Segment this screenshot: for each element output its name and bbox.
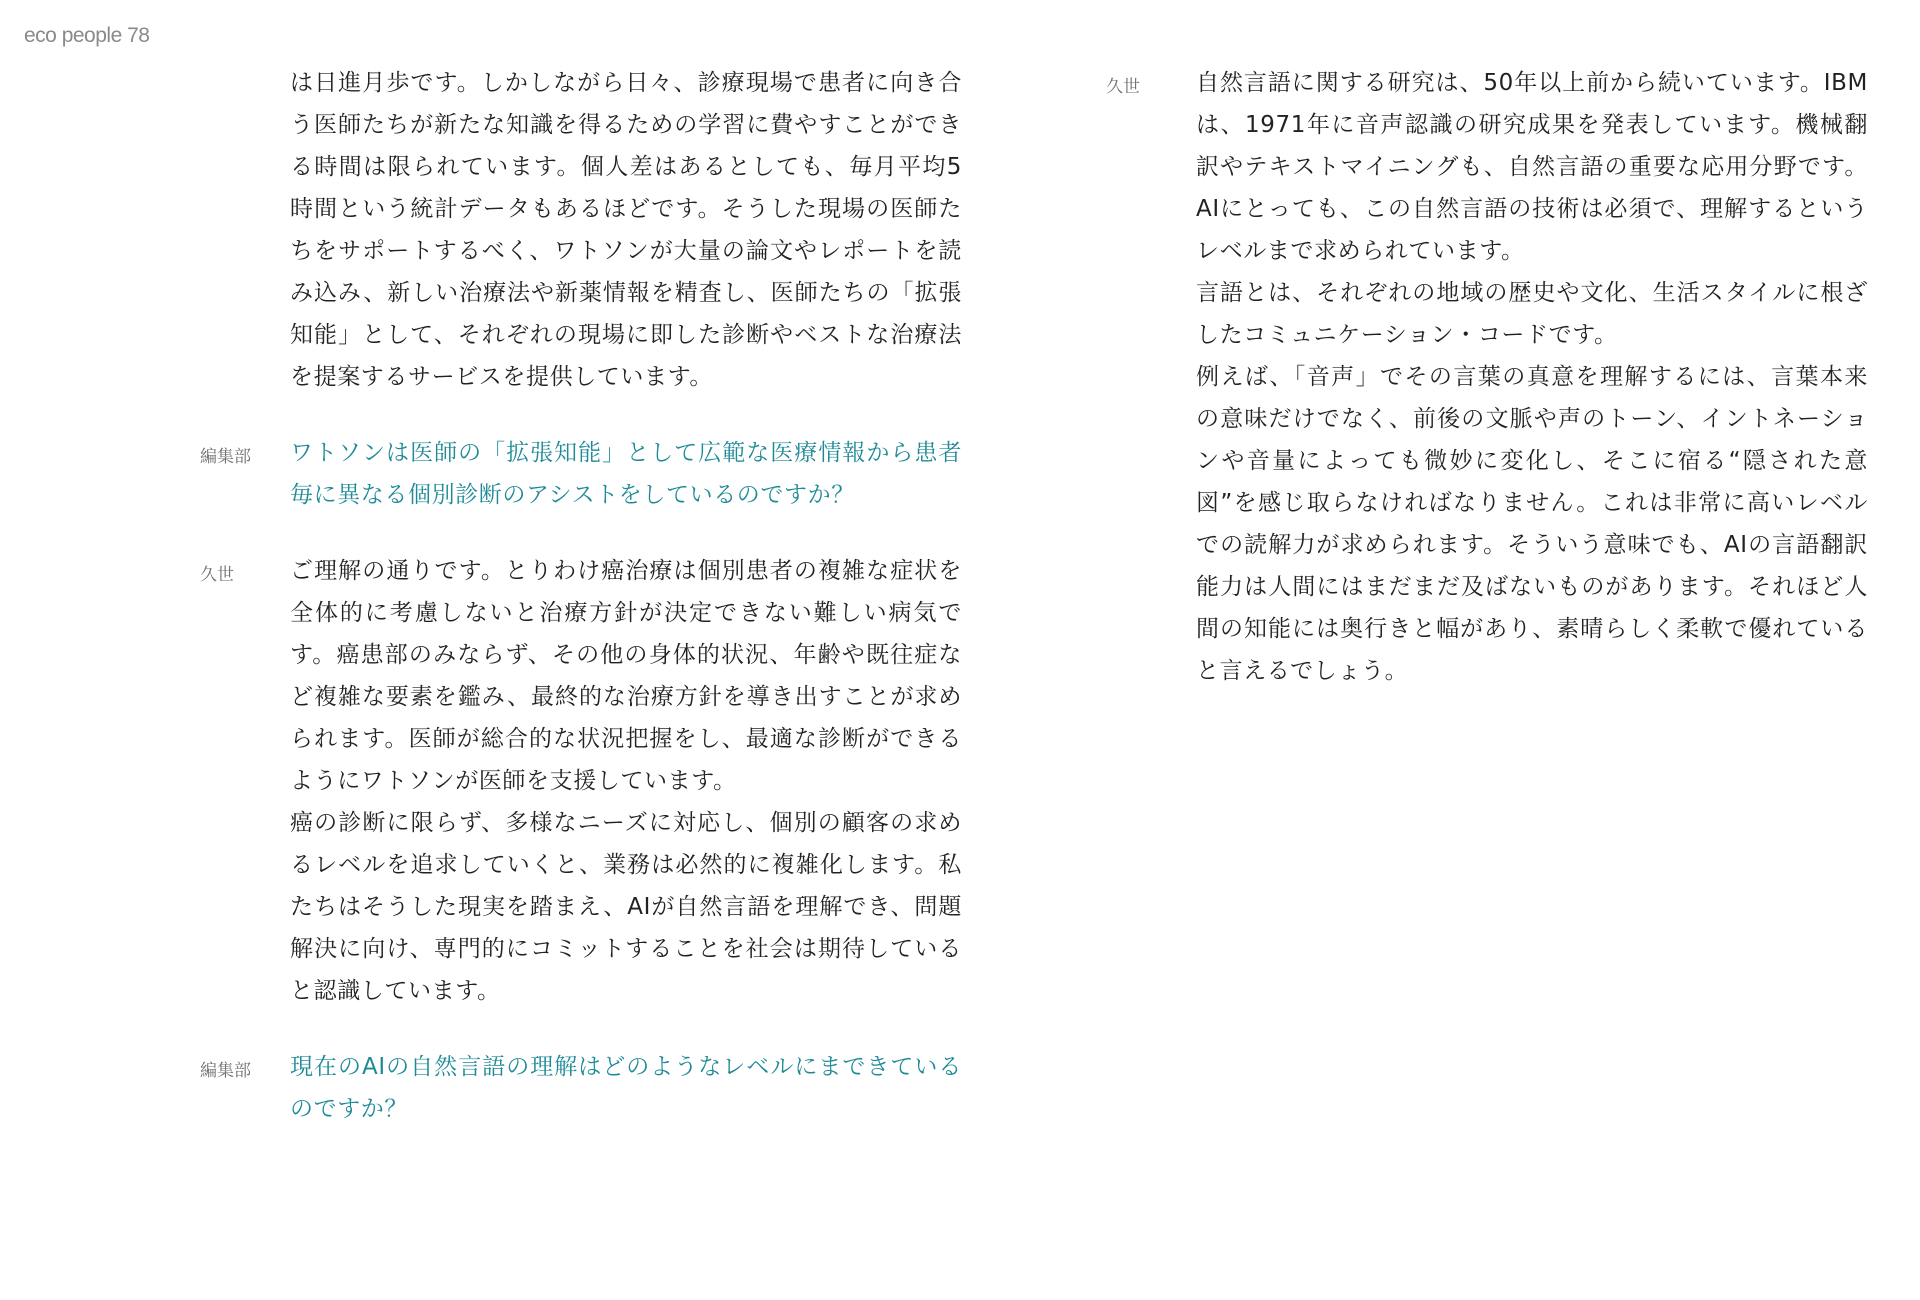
speaker-label: 久世 bbox=[200, 565, 234, 585]
speaker-label: 編集部 bbox=[200, 1061, 251, 1081]
right-column bbox=[1106, 62, 1886, 692]
question-text bbox=[290, 432, 962, 516]
paragraph: 自然言語に関する研究は、50年以上前から続いています。IBMは、1971年に音声認識の研究成果を発表しています。機械翻訳やテキストマイニングも、自然言語の重要な応用分野です。AIにとっても、この自然言語の技術は必須で、理解するというレベルまで求められています。 bbox=[1196, 70, 1868, 264]
left-column bbox=[200, 62, 970, 1130]
speaker-label: 編集部 bbox=[200, 447, 251, 467]
paragraph: ワトソンは医師の「拡張知能」として広範な医療情報から患者毎に異なる個別診断のアシストをしているのですか？ bbox=[290, 440, 962, 508]
speaker-label: 久世 bbox=[1106, 77, 1140, 97]
question-text bbox=[290, 1046, 962, 1130]
question-block bbox=[200, 432, 970, 516]
speaker-label bbox=[200, 62, 290, 72]
paragraph: 例えば、「音声」でその言葉の真意を理解するには、言葉本来の意味だけでなく、前後の文脈や声のトーン、イントネーションや音量によっても微妙に変化し、そこに宿る“隠された意図”を感じ取らなければなりません。これは非常に高いレベルでの読解力が求められます。そういう意味でも、AIの言語翻訳能力は人間にはまだまだ及ばないものがあります。それほど人間の知能には奥行きと幅があり、素晴らしく柔軟で優れていると言えるでしょう。 bbox=[1196, 364, 1868, 684]
answer-text bbox=[290, 550, 962, 1012]
paragraph: 現在のAIの自然言語の理解はどのようなレベルにまできているのですか？ bbox=[290, 1054, 962, 1122]
answer-text bbox=[290, 62, 962, 398]
question-block bbox=[200, 1046, 970, 1130]
answer-block bbox=[200, 62, 970, 398]
answer-block bbox=[200, 550, 970, 1012]
answer-block bbox=[1106, 62, 1886, 692]
publication-header: eco people 78 bbox=[24, 24, 150, 47]
paragraph: 癌の診断に限らず、多様なニーズに対応し、個別の顧客の求めるレベルを追求していくと、業務は必然的に複雑化します。私たちはそうした現実を踏まえ、AIが自然言語を理解でき、問題解決に向け、専門的にコミットすることを社会は期待していると認識しています。 bbox=[290, 810, 962, 1004]
paragraph: ご理解の通りです。とりわけ癌治療は個別患者の複雑な症状を全体的に考慮しないと治療方針が決定できない難しい病気です。癌患部のみならず、その他の身体的状況、年齢や既往症など複雑な要素を鑑み、最終的な治療方針を導き出すことが求められます。医師が総合的な状況把握をし、最適な診断ができるようにワトソンが医師を支援しています。 bbox=[290, 558, 962, 794]
paragraph: 言語とは、それぞれの地域の歴史や文化、生活スタイルに根ざしたコミュニケーション・コードです。 bbox=[1196, 280, 1868, 348]
answer-text bbox=[1196, 62, 1868, 692]
paragraph: は日進月歩です。しかしながら日々、診療現場で患者に向き合う医師たちが新たな知識を得るための学習に費やすことができる時間は限られています。個人差はあるとしても、毎月平均5時間という統計データもあるほどです。そうした現場の医師たちをサポートするべく、ワトソンが大量の論文やレポートを読み込み、新しい治療法や新薬情報を精査し、医師たちの「拡張知能」として、それぞれの現場に即した診断やベストな治療法を提案するサービスを提供しています。 bbox=[290, 70, 962, 390]
